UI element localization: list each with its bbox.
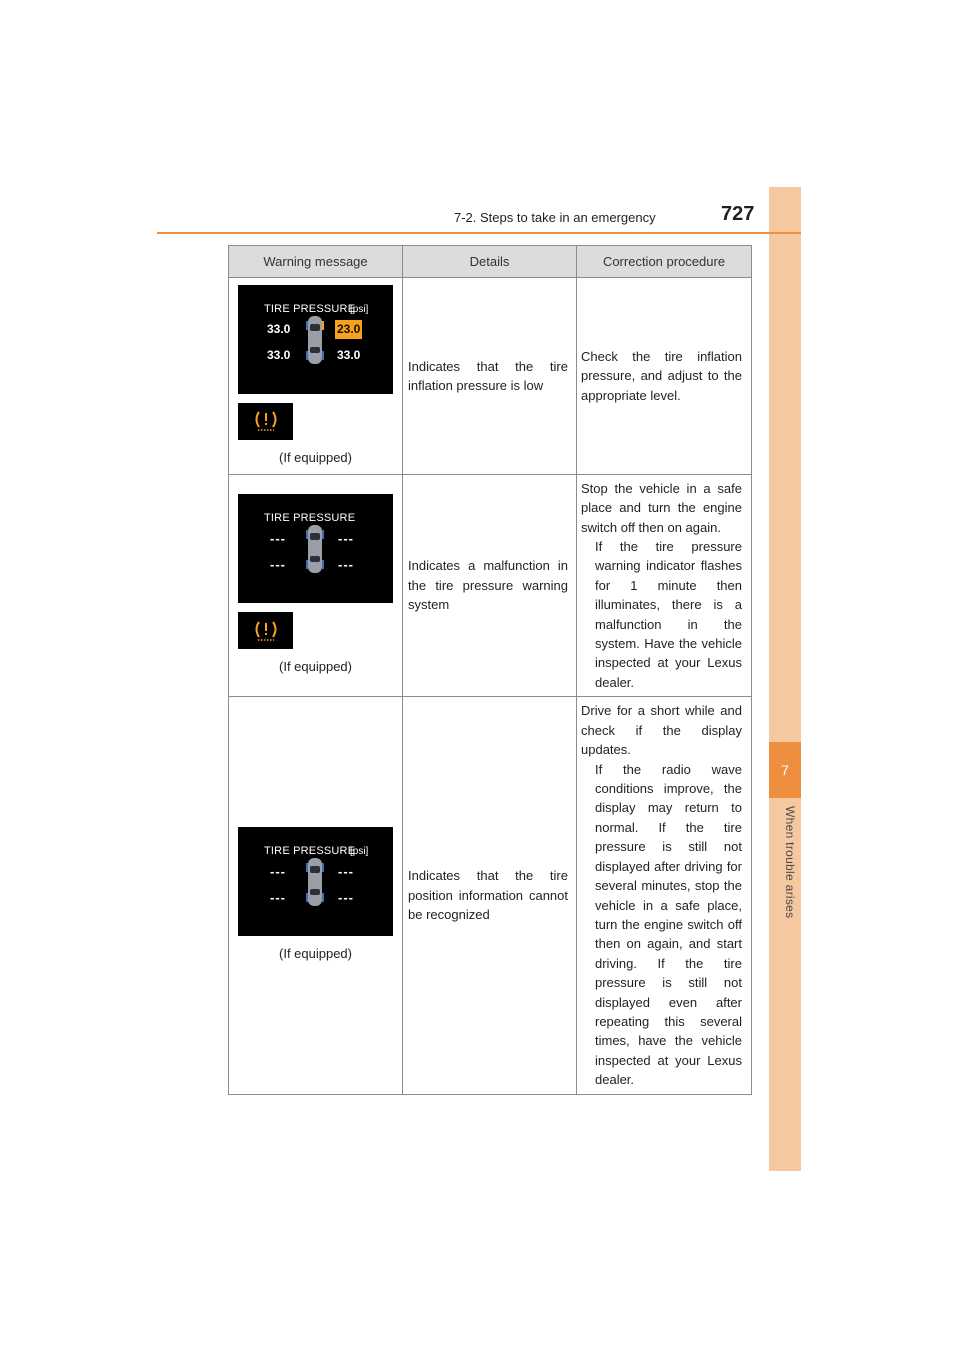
front-right-value: 23.0: [335, 320, 362, 339]
table-row: [229, 697, 752, 1095]
rear-left-value: ---: [270, 890, 286, 906]
warning-message-cell: [229, 278, 403, 475]
correction-text: Check the tire inflation pressure, and adjust to the appropriate level.: [581, 348, 742, 403]
tire-pressure-display: [238, 827, 393, 936]
table-row: [229, 475, 752, 697]
rear-right-value: ---: [338, 890, 354, 906]
display-title: TIRE PRESSURE: [264, 845, 356, 858]
correction-cell: [577, 278, 752, 475]
warning-message-cell: [229, 697, 403, 1095]
page-number: 727: [721, 203, 755, 225]
tire-pressure-display: [238, 285, 393, 394]
if-equipped-note: (If equipped): [279, 449, 352, 465]
details-cell: Indicates that the tire position information cannot be recognized: [403, 697, 577, 1095]
front-right-value: ---: [338, 531, 354, 547]
display-title: TIRE PRESSURE: [264, 512, 356, 525]
front-right-value: ---: [338, 864, 354, 880]
if-equipped-note: (If equipped): [279, 659, 352, 675]
rear-right-value: 33.0: [337, 347, 361, 362]
correction-subtext: If the radio wave conditions improve, the display may return to normal. If the tire pressure is still not displayed after driving for several minutes, stop the vehicle in a safe place, turn the engine switch off then on again, and start driving. If the tire pressure is still not displayed even after repeating this several times, have the vehicle inspected at your Lexus dealer.: [595, 761, 742, 1088]
display-unit: [psi]: [350, 303, 369, 315]
car-top-view-icon: [306, 857, 324, 907]
car-top-view-icon: [306, 524, 324, 574]
tire-pressure-warning-icon: [238, 612, 293, 649]
table-row: [229, 278, 752, 475]
header-rule: [157, 232, 801, 234]
details-cell: Indicates that the tire inflation pressure is low: [403, 278, 577, 475]
if-equipped-note: (If equipped): [279, 946, 352, 962]
section-title: 7-2. Steps to take in an emergency: [454, 210, 656, 225]
display-title: TIRE PRESSURE: [264, 302, 356, 315]
table-header-row: [229, 246, 752, 278]
tire-pressure-warning-icon: [238, 403, 293, 440]
car-top-view-icon: [306, 315, 324, 365]
correction-text: Stop the vehicle in a safe place and turn the engine switch off then on again.: [581, 480, 742, 535]
warning-message-cell: [229, 475, 403, 697]
tire-pressure-display: [238, 494, 393, 603]
correction-cell: [577, 697, 752, 1095]
correction-cell: [577, 475, 752, 697]
column-header: Details: [403, 246, 577, 278]
column-header: Correction procedure: [577, 246, 752, 278]
details-cell: Indicates a malfunction in the tire pressure warning system: [403, 475, 577, 697]
chapter-title: When trouble arises: [783, 806, 797, 919]
side-strip: [769, 187, 801, 1171]
column-header: Warning message: [229, 246, 403, 278]
rear-right-value: ---: [338, 557, 354, 573]
front-left-value: ---: [270, 864, 286, 880]
warning-table: [228, 245, 752, 1095]
front-left-value: 33.0: [267, 321, 291, 336]
rear-left-value: 33.0: [267, 347, 291, 362]
display-unit: [psi]: [350, 846, 369, 858]
correction-subtext: If the tire pressure warning indicator flashes for 1 minute then illuminates, there is a malfunction in the system. Have the vehicle inspected at your Lexus dealer.: [595, 538, 742, 690]
front-left-value: ---: [270, 531, 286, 547]
chapter-number: 7: [769, 742, 801, 798]
rear-left-value: ---: [270, 557, 286, 573]
correction-text: Drive for a short while and check if the display updates.: [581, 703, 742, 758]
